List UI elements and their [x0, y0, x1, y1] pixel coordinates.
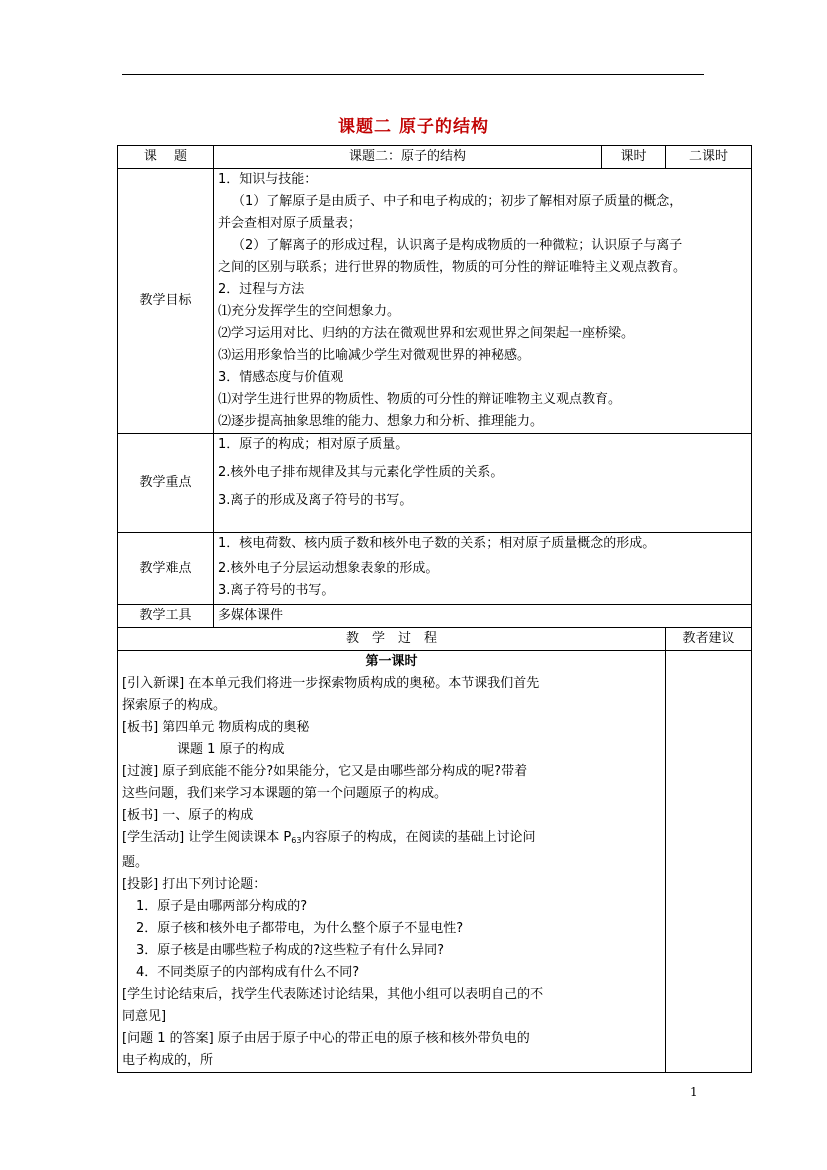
tools-row	[118, 605, 752, 628]
difficulties-content	[214, 533, 752, 605]
topic-label: 课 题	[118, 146, 214, 169]
document-title: 课题二 原子的结构	[338, 117, 489, 137]
header-rule	[122, 74, 704, 75]
process-line: [板书] 一、原子的构成	[122, 808, 254, 823]
question-line: 1．原子是由哪两部分构成的?	[136, 899, 308, 914]
key-point-line: 2.核外电子排布规律及其与元素化学性质的关系。	[218, 465, 504, 480]
process-line: 电子构成的，所	[122, 1053, 214, 1068]
objective-line: 2．过程与方法	[218, 282, 305, 297]
objectives-content	[214, 169, 752, 434]
objective-line: 1．知识与技能：	[218, 172, 318, 187]
tools-value: 多媒体课件	[214, 605, 752, 628]
suggestions-header: 教者建议	[666, 628, 752, 651]
lesson-plan-table	[117, 145, 752, 1073]
process-line: 题。	[122, 855, 149, 870]
process-line: [过渡] 原子到底能不能分?如果能分，它又是由哪些部分构成的呢?带着	[122, 764, 528, 779]
process-line: 这些问题，我们来学习本课题的第一个问题原子的构成。	[122, 786, 448, 801]
difficulty-line: 3.离子符号的书写。	[218, 583, 335, 598]
objective-line: ⑴对学生进行世界的物质性、物质的可分性的辩证唯物主义观点教育。	[218, 392, 622, 407]
difficulties-row	[118, 533, 752, 605]
suggestions-content	[666, 651, 752, 1073]
lesson-title: 第一课时	[365, 654, 418, 669]
process-line: [学生讨论结束后，找学生代表陈述讨论结果，其他小组可以表明自己的不	[122, 987, 544, 1002]
process-content	[118, 651, 666, 1073]
difficulty-line: 2.核外电子分层运动想象表象的形成。	[218, 561, 439, 576]
process-line: 同意见]	[122, 1009, 167, 1024]
difficulties-label: 教学难点	[118, 533, 214, 605]
process-body-row	[118, 651, 752, 1073]
topic-row	[118, 146, 752, 169]
key-points-row	[118, 434, 752, 533]
process-line	[122, 827, 661, 852]
key-points-label: 教学重点	[118, 434, 214, 533]
tools-label: 教学工具	[118, 605, 214, 628]
objective-line: 3．情感态度与价值观	[218, 370, 344, 385]
topic-value: 课题二：原子的结构	[214, 146, 602, 169]
process-line: 课题 1 原子的构成	[177, 742, 285, 757]
activity-text: [学生活动] 让学生阅读课本 P	[122, 830, 292, 845]
question-line: 3．原子核是由哪些粒子构成的?这些粒子有什么异同?	[136, 943, 445, 958]
question-line: 4．不同类原子的内部构成有什么不同?	[136, 965, 360, 980]
process-header: 教 学 过 程	[118, 628, 666, 651]
period-label: 课时	[602, 146, 666, 169]
objective-line: ⑵逐步提高抽象思维的能力、想象力和分析、推理能力。	[218, 414, 544, 429]
key-point-line: 3.离子的形成及离子符号的书写。	[218, 493, 413, 508]
objective-line: （1）了解原子是由质子、中子和电子构成的；初步了解相对原子质量的概念，	[232, 194, 683, 209]
page-number: 1	[690, 1085, 698, 1099]
objective-line: ⑴充分发挥学生的空间想象力。	[218, 304, 401, 319]
period-value: 二课时	[666, 146, 752, 169]
objectives-label: 教学目标	[118, 169, 214, 434]
objectives-row	[118, 169, 752, 434]
question-line: 2．原子核和核外电子都带电，为什么整个原子不显电性?	[136, 921, 464, 936]
objective-line: ⑶运用形象恰当的比喻减少学生对微观世界的神秘感。	[218, 348, 531, 363]
activity-text: 内容原子的构成，在阅读的基础上讨论问	[301, 830, 536, 845]
process-line: 探索原子的构成。	[122, 698, 227, 713]
process-line: [引入新课] 在本单元我们将进一步探索物质构成的奥秘。本节课我们首先	[122, 676, 540, 691]
objective-line: 并会查相对原子质量表；	[218, 216, 362, 231]
objective-line: 之间的区别与联系；进行世界的物质性，物质的可分性的辩证唯特主义观点教育。	[218, 260, 687, 275]
objective-line: （2）了解离子的形成过程，认识离子是构成物质的一种微粒；认识原子与离子	[232, 238, 683, 253]
objective-line: ⑵学习运用对比、归纳的方法在微观世界和宏观世界之间架起一座桥梁。	[218, 326, 635, 341]
process-header-row	[118, 628, 752, 651]
key-point-line: 1．原子的构成；相对原子质量。	[218, 437, 409, 452]
process-line: [投影] 打出下列讨论题：	[122, 877, 267, 892]
difficulty-line: 1．核电荷数、核内质子数和核外电子数的关系；相对原子质量概念的形成。	[218, 536, 656, 551]
process-line: [问题 1 的答案] 原子由居于原子中心的带正电的原子核和核外带负电的	[122, 1031, 530, 1046]
process-line: [板书] 第四单元 物质构成的奥秘	[122, 720, 310, 735]
key-points-content	[214, 434, 752, 533]
page-ref-subscript: 63	[291, 836, 302, 845]
